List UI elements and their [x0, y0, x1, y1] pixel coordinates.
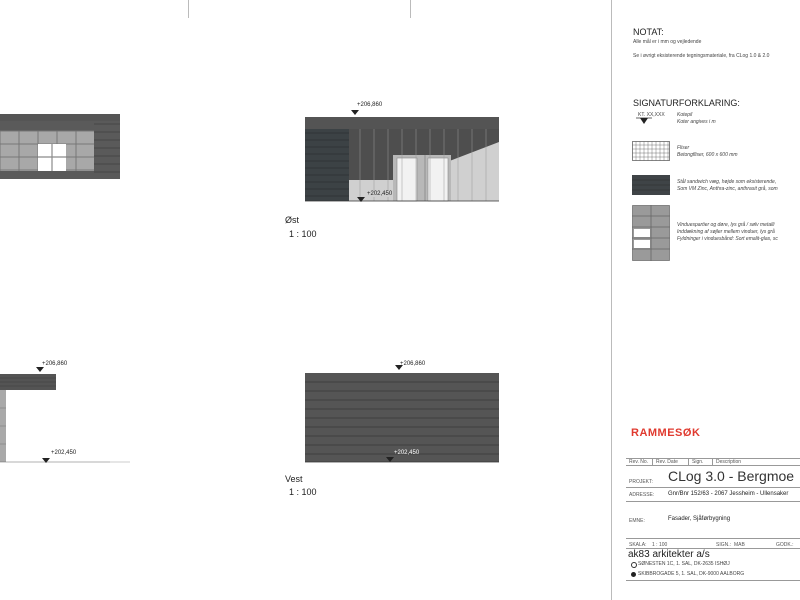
- company-logo: RAMMESØK: [631, 427, 701, 439]
- tb-description: Description: [716, 459, 742, 465]
- notes-line-2: Se i øvrigt eksisterende tegningsmateriale, fra CLog 1.0 & 2.0: [633, 53, 770, 59]
- tb-line-2: [626, 465, 800, 466]
- tb-sign-label: SIGN.:: [716, 542, 732, 548]
- sheet-divider-center: [410, 0, 411, 18]
- tb-emne-value: Fasader, Sjåførbygning: [668, 516, 731, 522]
- tb-rev-no: Rev. No.: [629, 459, 649, 465]
- west-scale: 1 : 100: [289, 487, 317, 497]
- east-title: Øst: [285, 215, 300, 225]
- kote-symbol-label: KT. XX,XXX: [638, 112, 665, 118]
- elevation-east: [300, 100, 510, 210]
- sandwich-desc-1: Stål sandwich væg, højde som eksisterende,: [677, 179, 777, 185]
- tb-rev-date: Rev. Date: [656, 459, 678, 465]
- sandwich-desc-2: Som VM Zinc, Anthra-zinc, anthrasit grå, som: [677, 186, 778, 192]
- notes-line-1: Alle mål er i mm og vejledende: [633, 39, 702, 45]
- south-bottom-kote: +202,450: [51, 450, 77, 456]
- windows-desc-1: Vinduespartier og døre, lys grå / sølv metalli: [677, 222, 775, 228]
- tb-line-5: [626, 538, 800, 539]
- east-scale: 1 : 100: [289, 229, 317, 239]
- tb-architect: ak83 arkitekter a/s: [628, 549, 710, 560]
- sheet-divider-left: [188, 0, 189, 18]
- tb-projekt-label: PROJEKT:: [629, 479, 653, 485]
- west-bottom-kote: +202,450: [394, 450, 420, 456]
- kote-desc-2: Koter angives i m: [677, 119, 716, 125]
- tb-skala-label: SKALA:: [629, 542, 647, 548]
- elevation-partial-north: [0, 114, 125, 184]
- tiles-swatch: [632, 141, 670, 161]
- tb-line-7: [626, 580, 800, 581]
- circle-bullet-icon: [631, 562, 637, 568]
- tb-col-3: [712, 458, 713, 465]
- sheet-divider-right: [611, 0, 612, 600]
- kote-desc-1: Kotepil: [677, 112, 693, 118]
- tb-skala-value: 1 : 100: [652, 542, 668, 548]
- dot-bullet-icon: [631, 572, 636, 577]
- tb-sign-value: MAB: [734, 542, 745, 548]
- tb-emne-label: EMNE:: [629, 518, 645, 524]
- windows-desc-2: Inddækning af søjler mellem vinduer, lys grå: [677, 229, 775, 235]
- windows-desc-3: Fyldninger i vinduesbånd: Sort emalit-glas, sc: [677, 236, 778, 242]
- tb-godk-label: GODK.:: [776, 542, 794, 548]
- south-top-kote: +206,860: [42, 361, 68, 367]
- tb-address-2: SKIBBROGADE 5, 1. SAL, DK-9000 AALBORG: [638, 571, 745, 577]
- tb-col-2: [688, 458, 689, 465]
- east-bottom-kote: +202,450: [367, 191, 393, 197]
- west-top-kote: +206,860: [400, 361, 426, 367]
- tb-adresse-value: Gnr/Bnr 152/63 - 2067 Jessheim - Ullensaker: [668, 491, 789, 497]
- windows-swatch: [632, 205, 670, 261]
- tb-col-1: [652, 458, 653, 465]
- tiles-desc-1: Fliser: [677, 145, 690, 151]
- legend-heading: SIGNATURFORKLARING:: [633, 98, 740, 108]
- east-top-kote: +206,860: [357, 102, 383, 108]
- east-top-kote-icon: [351, 110, 359, 115]
- south-top-kote-icon: [36, 367, 44, 372]
- tb-projekt-value: CLog 3.0 - Bergmoe: [668, 468, 795, 484]
- sandwich-swatch: [632, 175, 670, 195]
- tb-sign: Sign.: [692, 459, 704, 465]
- tb-line-4: [626, 501, 800, 502]
- notes-heading: NOTAT:: [633, 27, 664, 37]
- west-title: Vest: [285, 474, 303, 484]
- tiles-desc-2: Betongfliser, 600 x 600 mm: [677, 152, 738, 158]
- tb-address-1: SØNESTEN 1C, 1. SAL, DK-2635 ISHØJ: [638, 561, 730, 567]
- tb-line-3: [626, 487, 800, 488]
- tb-adresse-label: ADRESSE:: [629, 492, 655, 498]
